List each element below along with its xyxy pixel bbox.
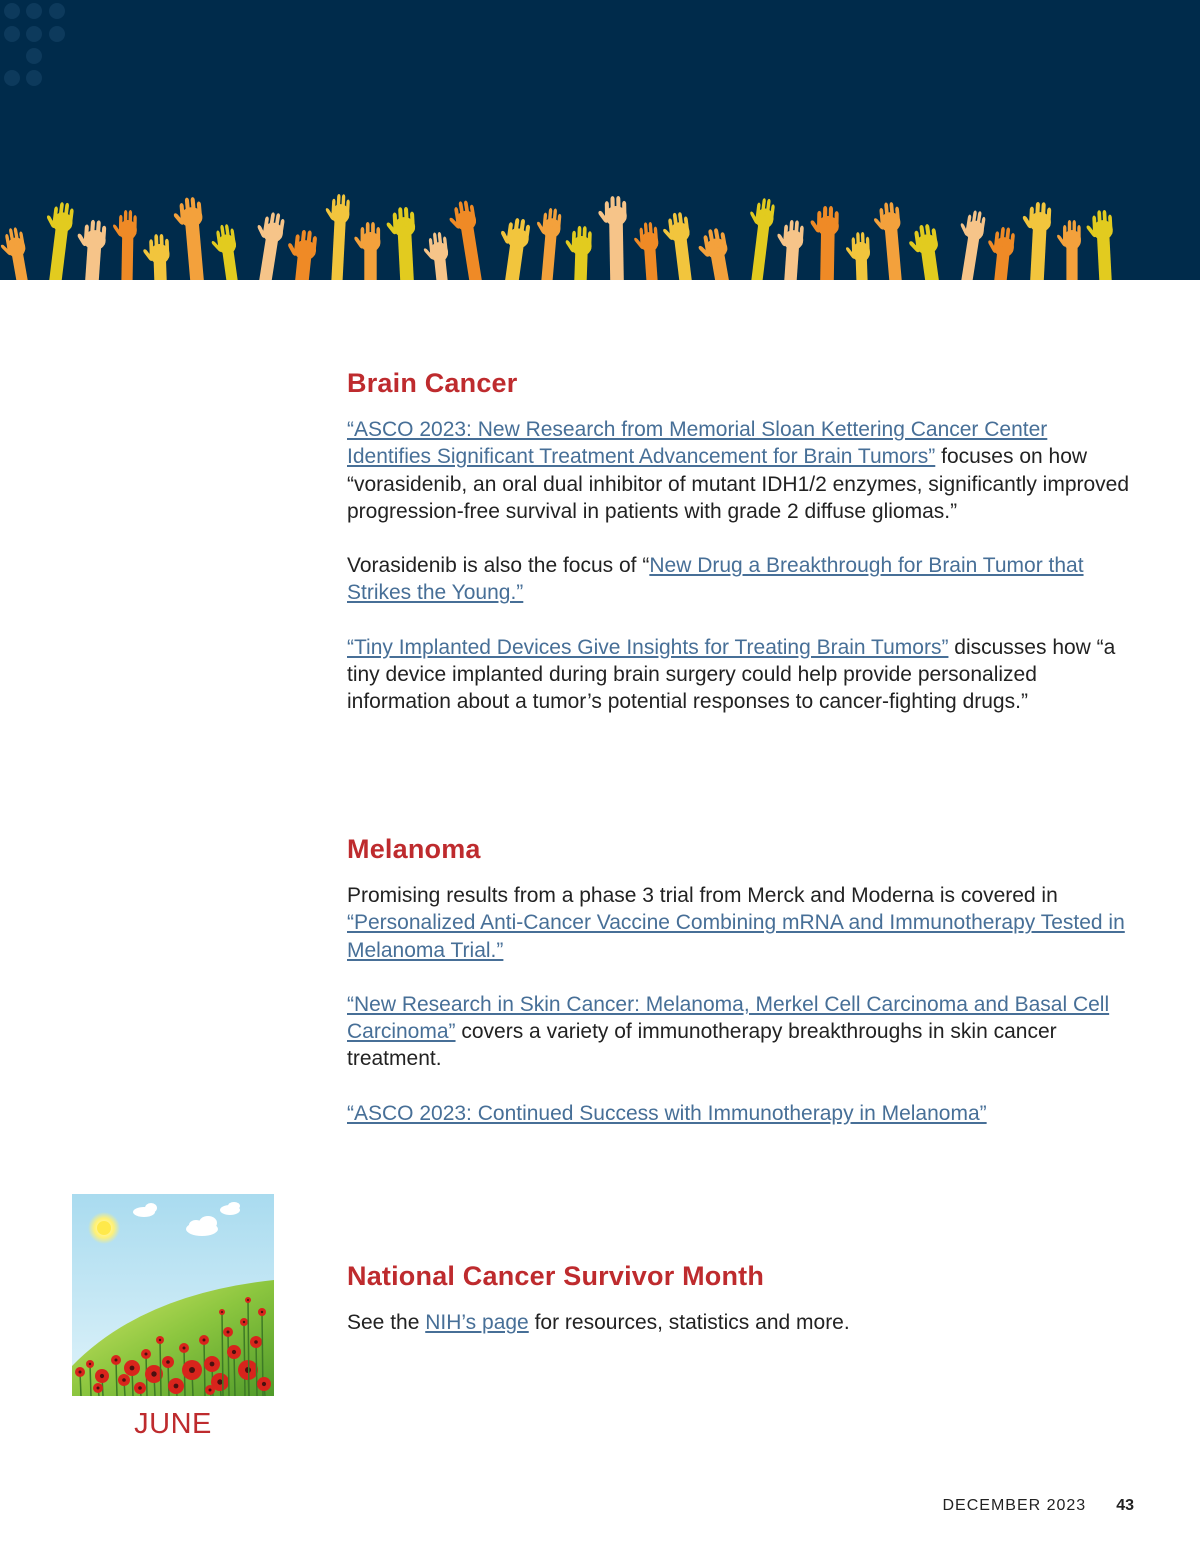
raised-hand	[491, 216, 532, 280]
raised-hand	[845, 232, 872, 280]
melanoma-heading: Melanoma	[347, 834, 481, 864]
raised-hand	[320, 193, 350, 280]
raised-hand	[421, 231, 453, 280]
survivor-paragraph-pre: See the	[347, 1311, 426, 1334]
tiny-devices-link[interactable]: “Tiny Implanted Devices Give Insights for Treating Brain Tumors”	[347, 635, 949, 659]
raised-hand	[529, 207, 562, 280]
melanoma-paragraph-2-text: covers a variety of immunotherapy breakthroughs in skin cancer treatment.	[347, 1020, 1057, 1071]
brain-paragraph-1-text: focuses on how “vorasidenib, an oral dual inhibitor of mutant IDH1/2 enzymes, significantly improved progression-free survival in patients with grade 2 diffuse gliomas.”	[347, 445, 1130, 523]
footer-date: DECEMBER 2023	[942, 1497, 1087, 1514]
personalized-vaccine-link[interactable]: “Personalized Anti-Cancer Vaccine Combining mRNA and Immunotherapy Tested in Melanoma Trial.”	[347, 911, 1125, 962]
survivor-paragraph-text: for resources, statistics and more.	[528, 1311, 850, 1334]
raised-hand	[563, 225, 593, 280]
raised-hand	[597, 196, 628, 280]
melanoma-paragraph-3	[347, 1100, 1137, 1127]
raised-hand	[660, 211, 698, 280]
brain-cancer-section	[347, 368, 1137, 716]
raised-hand	[872, 201, 908, 280]
raised-hand	[981, 226, 1016, 280]
raised-hand	[446, 199, 489, 280]
brain-paragraph-2-text: Vorasidenib is also the focus of “	[347, 554, 650, 578]
header-banner	[0, 0, 1200, 280]
melanoma-paragraph-1-text: Promising results from a phase 3 trial from Merck and Moderna is covered in	[347, 884, 1058, 907]
raised-hand	[1056, 220, 1081, 280]
raised-hand	[1085, 210, 1117, 280]
brain-cancer-heading: Brain Cancer	[347, 368, 518, 398]
raised-hand	[245, 210, 286, 280]
melanoma-paragraph-2	[347, 991, 1137, 1073]
raised-hand	[632, 222, 662, 280]
raised-hand	[281, 228, 318, 280]
asco-immunotherapy-link[interactable]: “ASCO 2023: Continued Success with Immunotherapy in Melanoma”	[347, 1101, 987, 1125]
raised-hand	[36, 200, 75, 280]
survivor-paragraph	[347, 1309, 1137, 1336]
page-footer	[942, 1497, 1134, 1515]
melanoma-paragraph-1	[347, 882, 1137, 964]
melanoma-section	[347, 834, 1137, 1127]
page-number: 43	[1116, 1497, 1134, 1514]
raised-hand	[739, 197, 776, 280]
raised-hand	[948, 208, 987, 280]
asco-msk-link[interactable]: “ASCO 2023: New Research from Memorial Sloan Kettering Cancer Center Identifies Significant Treatment Advancement for Brain Tumors”	[347, 418, 1048, 469]
raised-hand	[695, 227, 737, 280]
nih-page-link[interactable]: NIH’s page	[425, 1311, 529, 1334]
survivor-month-heading: National Cancer Survivor Month	[347, 1261, 765, 1291]
raised-hand	[111, 210, 137, 280]
raised-hand	[906, 223, 946, 280]
skin-cancer-research-link[interactable]: “New Research in Skin Cancer: Melanoma, Merkel Cell Carcinoma and Basal Cell Carcinoma”	[347, 992, 1110, 1044]
brain-paragraph-3	[347, 634, 1137, 716]
raised-hand	[353, 222, 380, 280]
poppy-field-icon	[72, 1194, 274, 1396]
raised-hands-icon	[0, 0, 1200, 280]
raised-hand	[209, 223, 244, 280]
brain-paragraph-2	[347, 552, 1137, 607]
brain-paragraph-3-text: discusses how “a tiny device implanted during brain surgery could help provide personalized information about a tumor’s potential responses to cancer-fighting drugs.”	[347, 635, 1116, 714]
new-drug-breakthrough-link[interactable]: New Drug a Breakthrough for Brain Tumor that Strikes the Young.”	[347, 554, 1084, 605]
raised-hand	[1017, 201, 1052, 280]
month-label: JUNE	[134, 1408, 212, 1440]
survivor-month-section	[347, 1261, 1137, 1336]
brain-paragraph-1	[347, 416, 1137, 525]
raised-hand	[772, 219, 805, 280]
raised-hand	[142, 234, 171, 280]
raised-hand	[385, 207, 419, 280]
raised-hand	[171, 196, 209, 280]
raised-hand	[0, 226, 35, 280]
raised-hand	[808, 206, 839, 280]
raised-hand	[72, 219, 107, 280]
